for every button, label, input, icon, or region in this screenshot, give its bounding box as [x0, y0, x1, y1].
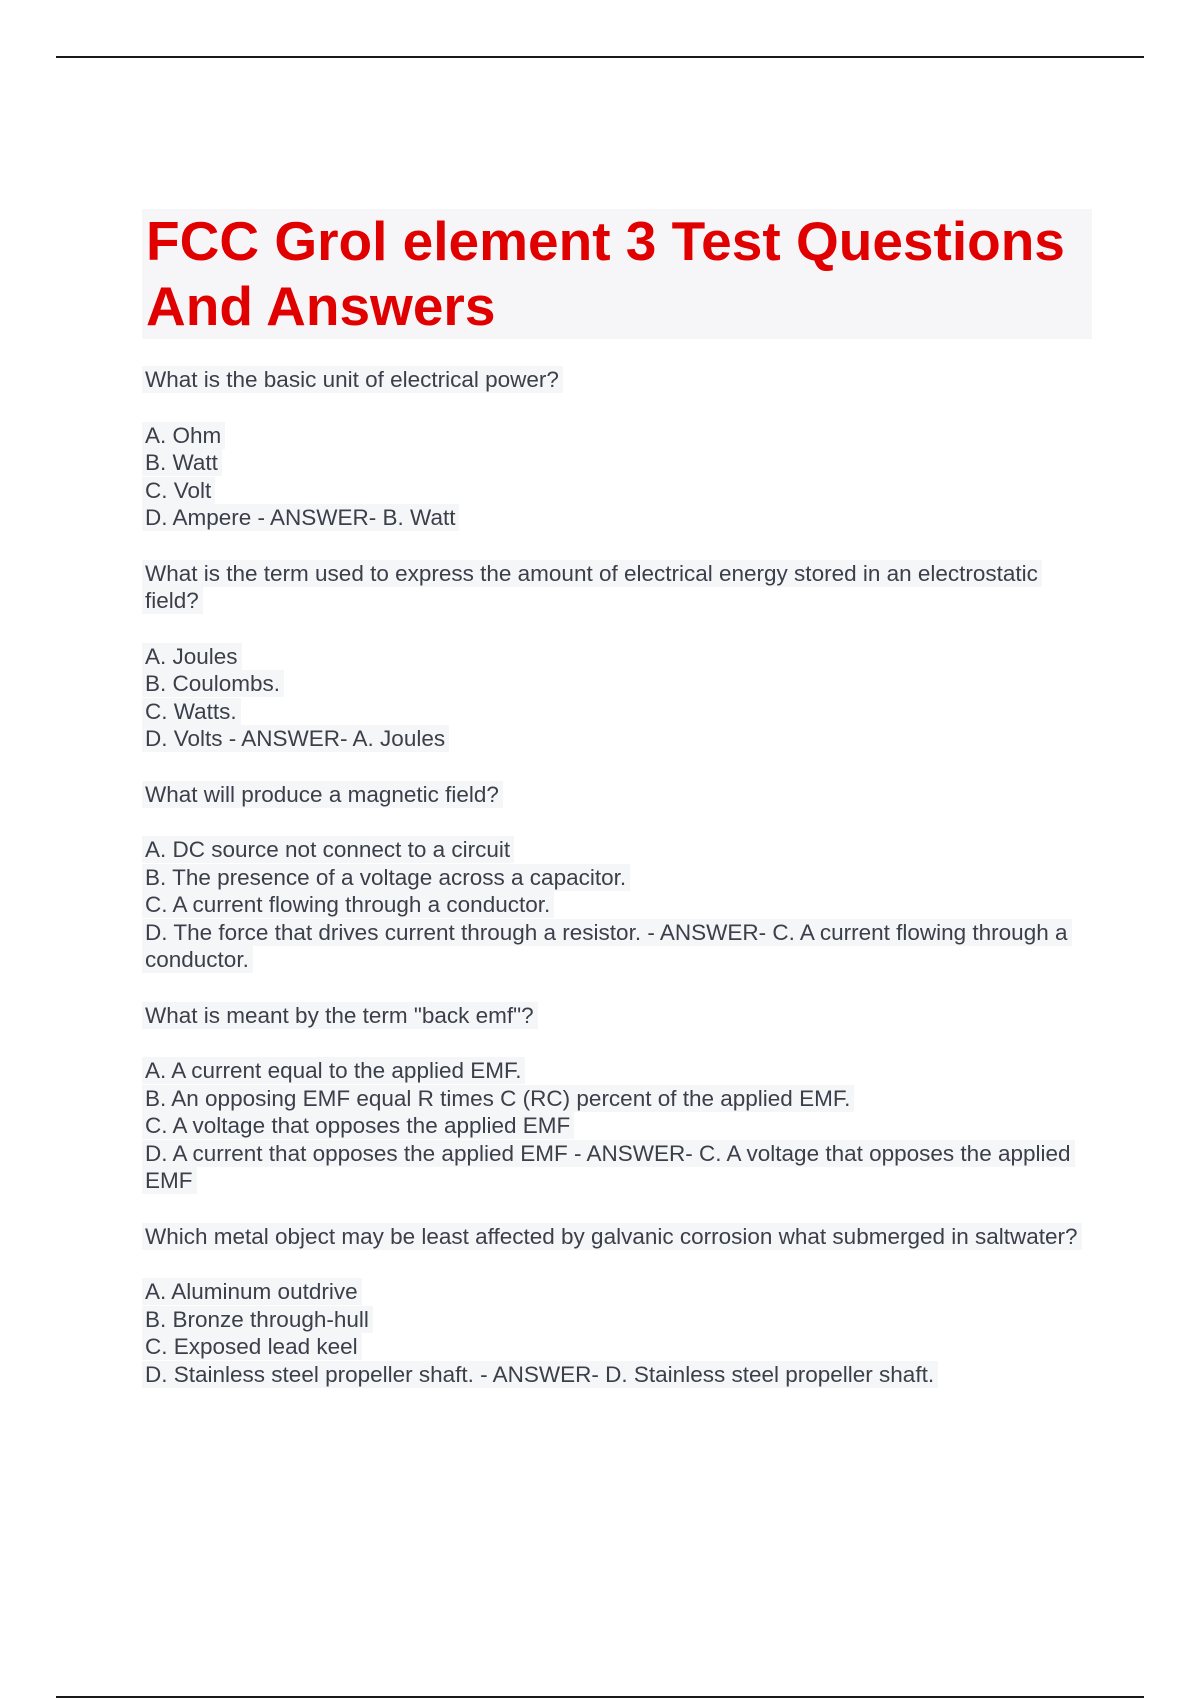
option-d-with-answer: D. The force that drives current through a resistor. - ANSWER- C. A current flowing through a conductor. — [142, 919, 1092, 974]
document-body — [142, 209, 1092, 1416]
option-d-with-answer: D. Ampere - ANSWER- B. Watt — [142, 504, 1092, 532]
option-c: C. Exposed lead keel — [142, 1333, 1092, 1361]
answer-options — [142, 1278, 1092, 1388]
question-block-2 — [142, 560, 1092, 753]
option-c: C. Watts. — [142, 698, 1092, 726]
option-c: C. A current flowing through a conductor. — [142, 891, 1092, 919]
question-block-3 — [142, 781, 1092, 974]
option-b: B. Bronze through-hull — [142, 1306, 1092, 1334]
option-a: A. Aluminum outdrive — [142, 1278, 1092, 1306]
answer-options — [142, 643, 1092, 753]
option-b: B. The presence of a voltage across a capacitor. — [142, 864, 1092, 892]
answer-options — [142, 1057, 1092, 1195]
question-text: What is the basic unit of electrical power? — [142, 366, 1092, 394]
bottom-divider — [56, 1696, 1144, 1698]
question-text: What will produce a magnetic field? — [142, 781, 1092, 809]
question-block-1 — [142, 366, 1092, 532]
option-b: B. Watt — [142, 449, 1092, 477]
option-b: B. Coulombs. — [142, 670, 1092, 698]
option-c: C. A voltage that opposes the applied EMF — [142, 1112, 1092, 1140]
option-a: A. A current equal to the applied EMF. — [142, 1057, 1092, 1085]
document-title: FCC Grol element 3 Test Questions And Answers — [142, 209, 1092, 339]
option-a: A. DC source not connect to a circuit — [142, 836, 1092, 864]
answer-options — [142, 836, 1092, 974]
option-d-with-answer: D. A current that opposes the applied EMF - ANSWER- C. A voltage that opposes the applied EMF — [142, 1140, 1092, 1195]
question-block-4 — [142, 1002, 1092, 1195]
option-d-with-answer: D. Volts - ANSWER- A. Joules — [142, 725, 1092, 753]
option-c: C. Volt — [142, 477, 1092, 505]
option-b: B. An opposing EMF equal R times C (RC) percent of the applied EMF. — [142, 1085, 1092, 1113]
answer-options — [142, 422, 1092, 532]
option-a: A. Joules — [142, 643, 1092, 671]
option-a: A. Ohm — [142, 422, 1092, 450]
question-block-5 — [142, 1223, 1092, 1389]
top-divider — [56, 56, 1144, 58]
option-d-with-answer: D. Stainless steel propeller shaft. - ANSWER- D. Stainless steel propeller shaft. — [142, 1361, 1092, 1389]
question-text: What is the term used to express the amount of electrical energy stored in an electrostatic field? — [142, 560, 1092, 615]
question-text: Which metal object may be least affected by galvanic corrosion what submerged in saltwater? — [142, 1223, 1092, 1251]
question-text: What is meant by the term "back emf"? — [142, 1002, 1092, 1030]
